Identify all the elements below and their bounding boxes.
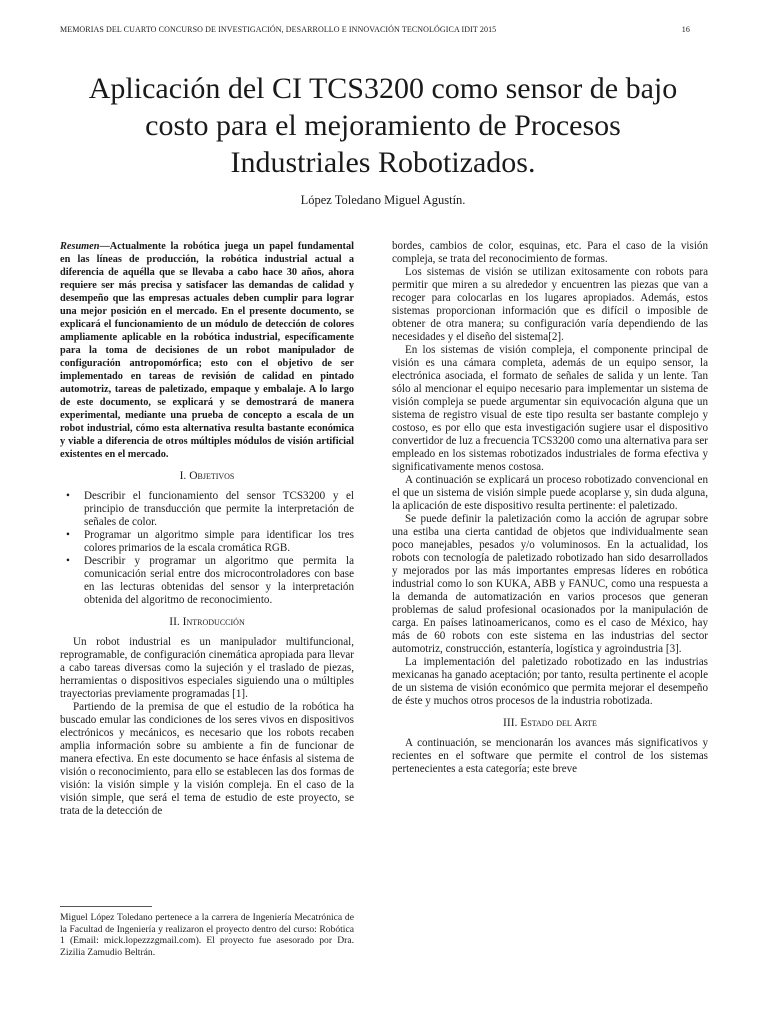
paragraph: En los sistemas de visión compleja, el componente principal de visión es una cámara completa, además de un equipo sensor, la electrónica asociada, el formato de señales de salida y un lente. Tan sólo al mencionar el equipo necesario para implementar un sistema de visión compleja se puede argumentar sin equivocación alguna que un sistema de registro visual de este tipo resulta ser bastante complejo y costoso, es por ello que esta investigación sugiere usar el dispositivo convertidor de luz a frecuencia TCS3200 como una alternativa para ser empleado en los sistemas robotizados industriales de forma efectiva y significativamente menos costosa.	[392, 344, 708, 473]
paragraph: Se puede definir la paletización como la acción de agrupar sobre una estiba una cierta cantidad de objetos que individualmente sean poco manejables, pesados y/o voluminosos. En la actualidad, los robots con tecnología de paletizado robotizado han sido desarrollados y mejorados por las más importantes empresas líderes en robótica industrial como lo son KUKA, ABB y FANUC, como una respuesta a la demanda de automatización en varios procesos que generan problemas de salud profesional ocasionados por la manipulación de carga. En países latinoamericanos, como es el caso de México, hay más de 60 robots con este sistema en las industrias del sector automotriz, construcción, estantería, logística y agroindustria [3].	[392, 513, 708, 655]
paragraph: Partiendo de la premisa de que el estudio de la robótica ha buscado emular las condiciones de los seres vivos en dispositivos electrónicos y mecánicos, es necesario que los robots recaben amplia información sobre su ambiente a fin de funcionar de manera efectiva. En este documento se hace énfasis al sistema de visión o reconocimiento, para ello se establecen las dos formas de visión: la visión simple y la visión compleja. En el caso de la visión simple, que será el tema de estudio de este proyecto, se trata de la detección de	[60, 701, 354, 817]
title-line: costo para el mejoramiento de Procesos	[145, 109, 621, 142]
paragraph: Los sistemas de visión se utilizan exitosamente con robots para permitir que miren a su alrededor y encuentren las piezas que van a recoger para colocarlas en los lugares apropiados. Además, estos sistemas proporcionan información que es difícil o imposible de obtener de otra manera; su configuración varía dependiendo de las necesidades y el diseño del sistema[2].	[392, 266, 708, 343]
bullet-icon: •	[66, 490, 70, 502]
left-column	[60, 240, 354, 818]
list-item: • Describir el funcionamiento del sensor TCS3200 y el principio de transducción que permite la interpretación de señales de color.	[66, 490, 354, 528]
running-header	[60, 25, 690, 34]
author-name: López Toledano Miguel Agustín.	[300, 193, 466, 207]
footnote-divider	[60, 906, 152, 907]
paragraph: La implementación del paletizado robotizado en las industrias mexicanas ha ganado aceptación; por tanto, resulta pertinente el acople de un sistema de visión económico que permita mejorar el desempeño de éste y muchos otros procesos de la industria robotizada.	[392, 656, 708, 707]
paragraph: bordes, cambios de color, esquinas, etc. Para el caso de la visión compleja, se trata del reconocimiento de formas.	[392, 240, 708, 265]
page-number: 16	[681, 25, 690, 34]
footnote: Miguel López Toledano pertenece a la carrera de Ingeniería Mecatrónica de la Facultad de Ingeniería y realizaron el proyecto dentro del curso: Robótica 1 (Email: mick.lopezzzgmail.com). El proyecto fue asesorado por Dra. Zizilia Zamudio Beltrán.	[60, 912, 354, 958]
abstract-text: —Actualmente la robótica juega un papel fundamental en las líneas de producción, la robótica industrial actual a diferencia de aquélla que se llevaba a cabo hace 30 años, ahora requiere ser más precisa y satisfacer las demandas de calidad y desempeño que las empresas actuales deben cumplir para lograr una mejor posición en el mercado. En el presente documento, se explicará el funcionamiento de un módulo de detección de colores ampliamente aplicable en la robótica industrial, específicamente para la toma de decisiones de un robot manipulador de configuración antropomórfica; esto con el objetivo de ser implementado en tareas de revisión de calidad en pintado automotriz, tareas de paletizado, empaque y embalaje. A lo largo de este documento, se explicará y se demostrará de manera experimental, mediante una prueba de concepto a escala de un robot industrial, cómo esta alternativa resulta bastante económica y viable a diferencia de otros múltiples módulos de visión artificial existentes en el mercado.	[60, 241, 354, 460]
bullet-icon: •	[66, 529, 70, 541]
abstract	[60, 240, 354, 461]
list-item: • Describir y programar un algoritmo que permita la comunicación serial entre dos microcontroladores con base en las lecturas obtenidas del sensor y la interpretación obtenida del algoritmo de reconocimiento.	[66, 555, 354, 606]
title-line: Industriales Robotizados.	[230, 146, 536, 179]
abstract-keyword: Resumen	[60, 241, 100, 252]
paragraph: Un robot industrial es un manipulador multifuncional, reprogramable, de configuración cinemática apropiada para llevar a cabo tareas diversas como la sujeción y el traslado de piezas, herramientas o dispositivos especiales siguiendo una o múltiples trayectorias previamente programadas [1].	[60, 636, 354, 700]
paragraph: A continuación se explicará un proceso robotizado convencional en el que un sistema de visión simple puede acoplarse y, sin duda alguna, la aplicación de este dispositivo resulta pertinente: el paletizado.	[392, 474, 708, 512]
right-column	[392, 240, 708, 776]
paper-title	[60, 70, 706, 181]
bullet-icon: •	[66, 555, 70, 567]
section-heading-objetivos: I. Objetivos	[179, 470, 235, 482]
paragraph: A continuación, se mencionarán los avances más significativos y recientes en el software que permite el control de los sistemas pertenecientes a esta categoría; este breve	[392, 737, 708, 775]
running-title: MEMORIAS DEL CUARTO CONCURSO DE INVESTIGACIÓN, DESARROLLO E INNOVACIÓN TECNOLÓGICA IDIT 2015	[60, 25, 497, 34]
section-heading-estado-del-arte: III. Estado del Arte	[503, 717, 597, 729]
section-heading-introduccion: II. Introducción	[169, 616, 245, 628]
title-line: Aplicación del CI TCS3200 como sensor de bajo	[88, 72, 678, 105]
objectives-list	[60, 490, 354, 607]
list-item: • Programar un algoritmo simple para identificar los tres colores primarios de la escala cromática RGB.	[66, 529, 354, 554]
